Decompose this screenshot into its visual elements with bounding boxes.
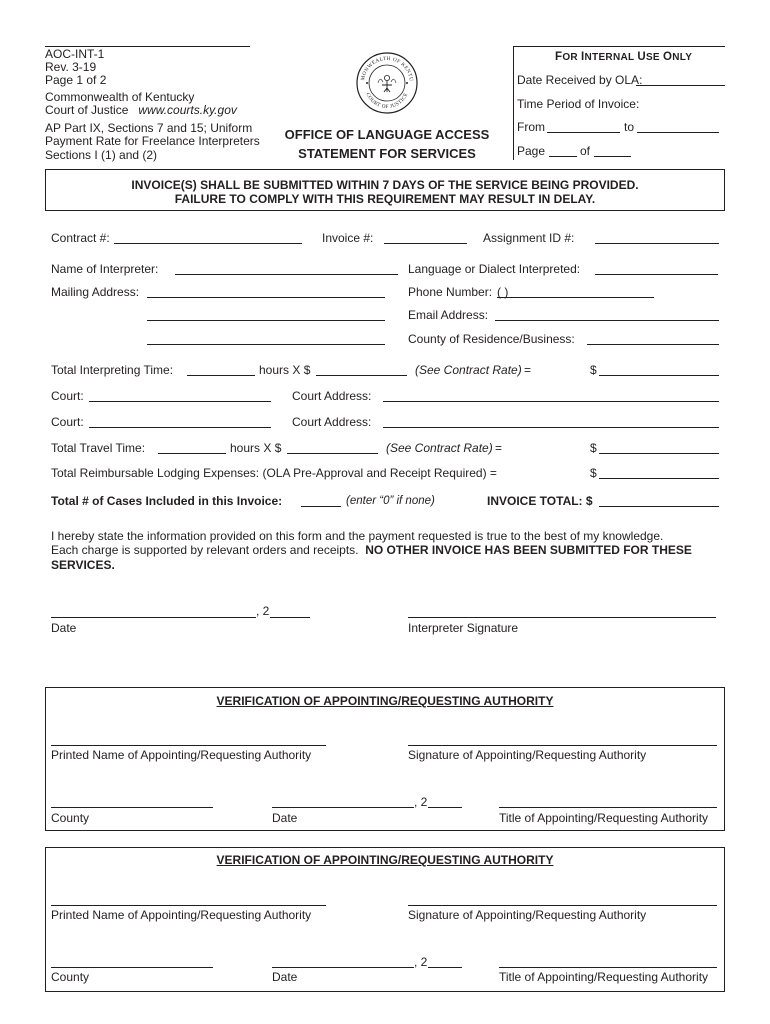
verification-1-date-field[interactable] <box>272 807 414 808</box>
interpreting-hours-x-label: hours X $ <box>259 363 311 377</box>
total-travel-label: Total Travel Time: <box>51 441 146 455</box>
court-address-field-2[interactable] <box>383 427 719 428</box>
statement-line-3: SERVICES. <box>51 558 115 572</box>
internal-use-heading: FOR INTERNAL USE ONLY <box>555 51 693 63</box>
statement-line-2-bold: NO OTHER INVOICE HAS BEEN SUBMITTED FOR THESE <box>365 543 692 557</box>
court-website: www.courts.ky.gov <box>138 103 237 117</box>
form-title-line-1: OFFICE OF LANGUAGE ACCESS <box>284 127 490 142</box>
page-number-field[interactable] <box>549 156 577 157</box>
svg-text:COURT OF JUSTICE: COURT OF JUSTICE <box>364 91 410 111</box>
total-interpreting-label: Total Interpreting Time: <box>51 363 174 377</box>
mailing-field-3[interactable] <box>147 344 385 345</box>
to-field[interactable] <box>637 132 719 133</box>
verification-1-county-label: County <box>51 811 90 825</box>
verification-2-year-field[interactable] <box>428 967 462 968</box>
mailing-field-1[interactable] <box>147 297 385 298</box>
verification-2-county-field[interactable] <box>51 967 213 968</box>
verification-title-2: VERIFICATION OF APPOINTING/REQUESTING AUTHORITY <box>216 853 554 867</box>
statement-line-2 <box>51 543 719 557</box>
interpreter-name-label: Name of Interpreter: <box>51 262 159 276</box>
travel-hours-field[interactable] <box>158 453 226 454</box>
notice-line-1: INVOICE(S) SHALL BE SUBMITTED WITHIN 7 DAYS OF THE SERVICE BEING PROVIDED. <box>131 178 639 192</box>
from-field[interactable] <box>547 132 620 133</box>
cases-enter-zero: (enter “0” if none) <box>346 495 435 507</box>
travel-see-rate: (See Contract Rate) <box>386 441 493 455</box>
rule-line-3: Sections I (1) and (2) <box>45 148 158 162</box>
mailing-field-2[interactable] <box>147 320 385 321</box>
invoice-label: Invoice #: <box>322 231 374 245</box>
interpreter-signature-field[interactable] <box>408 617 716 618</box>
cases-field[interactable] <box>301 506 341 507</box>
travel-hours-x-label: hours X $ <box>230 441 282 455</box>
interpreting-see-rate: (See Contract Rate) <box>415 363 522 377</box>
assignment-label: Assignment ID #: <box>483 231 575 245</box>
interpreter-name-field[interactable] <box>175 274 398 275</box>
interpreter-signature-label: Interpreter Signature <box>408 621 519 635</box>
court-label-2: Court: <box>51 415 84 429</box>
verification-2-printed-name-field[interactable] <box>51 905 326 906</box>
county-residence-label: County of Residence/Business: <box>408 332 575 346</box>
verification-2-title-field[interactable] <box>499 967 717 968</box>
verification-title-1: VERIFICATION OF APPOINTING/REQUESTING AUTHORITY <box>216 694 554 708</box>
verification-2-signature-label: Signature of Appointing/Requesting Authority <box>408 908 647 922</box>
interpreting-hours-field[interactable] <box>187 375 255 376</box>
verification-1-year-field[interactable] <box>428 807 462 808</box>
interpreting-equals: = <box>524 363 532 377</box>
page-total-field[interactable] <box>594 156 631 157</box>
interpreting-dollar: $ <box>590 363 597 377</box>
verification-1-county-field[interactable] <box>51 807 213 808</box>
date-received-field[interactable] <box>636 85 725 86</box>
language-field[interactable] <box>595 274 718 275</box>
of-label: of <box>580 144 591 158</box>
form-title-line-2: STATEMENT FOR SERVICES <box>298 146 476 161</box>
travel-rate-field[interactable] <box>287 453 378 454</box>
mailing-label: Mailing Address: <box>51 285 140 299</box>
cases-label: Total # of Cases Included in this Invoice: <box>51 494 283 508</box>
court-name-text: Court of Justice <box>45 103 129 117</box>
page-label: Page <box>517 144 546 158</box>
statement-line-1: I hereby state the information provided on this form and the payment requested is true to the best of my knowledge. <box>51 529 664 543</box>
phone-label: Phone Number: <box>408 285 493 299</box>
court-name <box>45 103 237 117</box>
verification-1-signature-label: Signature of Appointing/Requesting Authority <box>408 748 647 762</box>
assignment-field[interactable] <box>595 243 719 244</box>
interpreting-amount-field[interactable] <box>599 375 719 376</box>
invoice-field[interactable] <box>384 243 467 244</box>
phone-field[interactable] <box>497 297 654 298</box>
verification-1-date-label: Date <box>272 811 298 825</box>
travel-equals: = <box>495 441 503 455</box>
state-name: Commonwealth of Kentucky <box>45 90 195 104</box>
sign-date-field[interactable] <box>51 617 256 618</box>
verification-2-printed-name-label: Printed Name of Appointing/Requesting Authority <box>51 908 312 922</box>
email-field[interactable] <box>495 320 719 321</box>
rule-line-2: Payment Rate for Freelance Interpreters <box>45 134 260 148</box>
court-address-field-1[interactable] <box>383 401 719 402</box>
lodging-amount-field[interactable] <box>599 478 719 479</box>
notice-line-2: FAILURE TO COMPLY WITH THIS REQUIREMENT MAY RESULT IN DELAY. <box>174 192 596 206</box>
verification-1-printed-name-label: Printed Name of Appointing/Requesting Authority <box>51 748 312 762</box>
interpreting-rate-field[interactable] <box>316 375 407 376</box>
internal-box-divider <box>513 46 514 160</box>
travel-dollar: $ <box>590 441 597 455</box>
rule-line-1: AP Part IX, Sections 7 and 15; Uniform <box>45 121 253 135</box>
sign-date-year-prefix: , 2 <box>256 604 270 618</box>
verification-2-date-field[interactable] <box>272 967 414 968</box>
court-address-label-1: Court Address: <box>292 389 372 403</box>
language-label: Language or Dialect Interpreted: <box>408 262 581 276</box>
invoice-total-label: INVOICE TOTAL: $ <box>487 494 593 508</box>
verification-2-county-label: County <box>51 970 90 984</box>
lodging-label: Total Reimbursable Lodging Expenses: (OLA Pre-Approval and Receipt Required) = <box>51 466 497 480</box>
contract-label: Contract #: <box>51 231 110 245</box>
form-id: AOC-INT-1 <box>45 47 105 61</box>
to-label: to <box>624 120 635 134</box>
verification-1-year-prefix: , 2 <box>414 795 428 809</box>
verification-2-signature-field[interactable] <box>408 905 717 906</box>
court-field-1[interactable] <box>89 401 271 402</box>
statement-line-2-normal: Each charge is supported by relevant orders and receipts. <box>51 543 359 557</box>
from-label: From <box>517 120 545 134</box>
court-field-2[interactable] <box>89 427 271 428</box>
county-residence-field[interactable] <box>587 344 719 345</box>
header-rule-right <box>513 46 725 47</box>
court-label-1: Court: <box>51 389 84 403</box>
sign-date-label: Date <box>51 621 77 635</box>
sign-date-year-field[interactable] <box>270 617 310 618</box>
kentucky-seal-icon <box>356 52 418 114</box>
verification-2-title-label: Title of Appointing/Requesting Authority <box>499 970 709 984</box>
travel-amount-field[interactable] <box>599 453 719 454</box>
verification-2-date-label: Date <box>272 970 298 984</box>
verification-1-title-label: Title of Appointing/Requesting Authority <box>499 811 709 825</box>
verification-2-year-prefix: , 2 <box>414 955 428 969</box>
form-rev: Rev. 3-19 <box>45 60 97 74</box>
court-address-label-2: Court Address: <box>292 415 372 429</box>
invoice-total-field[interactable] <box>599 506 719 507</box>
verification-1-title-field[interactable] <box>499 807 717 808</box>
verification-1-printed-name-field[interactable] <box>51 745 326 746</box>
verification-1-signature-field[interactable] <box>408 745 717 746</box>
email-label: Email Address: <box>408 308 489 322</box>
time-period-label: Time Period of Invoice: <box>517 97 640 111</box>
contract-field[interactable] <box>114 243 302 244</box>
form-page: Page 1 of 2 <box>45 73 107 87</box>
date-received-label: Date Received by OLA: <box>517 73 643 87</box>
phone-area-code: ( ) <box>497 285 509 299</box>
lodging-dollar: $ <box>590 466 597 480</box>
svg-text:COMMONWEALTH OF KENTUCKY: MONWEALTH OF KENTU <box>360 55 414 82</box>
